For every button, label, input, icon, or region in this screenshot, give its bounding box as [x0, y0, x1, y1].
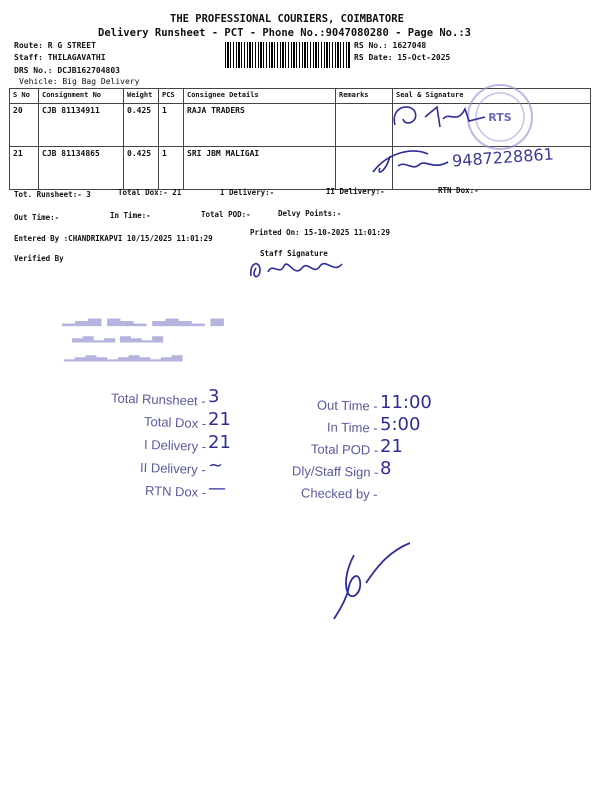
- handwritten-phone: 9487228861: [451, 144, 555, 171]
- delvy-points: Delvy Points:-: [278, 209, 342, 218]
- stamp-form-label: Total Runsheet -: [111, 390, 207, 409]
- stamp-form-label: II Delivery -: [140, 459, 207, 478]
- printed-on: Printed On: 15-10-2025 11:01:29: [250, 228, 390, 237]
- row-consignee: SRI JBM MALIGAI: [184, 147, 336, 190]
- faded-stamp: ▁▂▃ ▃▂▁ ▂▃▂▁ ▃: [62, 307, 224, 327]
- route-label: Route: R G STREET: [14, 41, 96, 50]
- company-name: THE PROFESSIONAL COURIERS, COIMBATORE: [170, 13, 404, 25]
- row-sno: 20: [10, 104, 39, 147]
- in-time: In Time:-: [110, 211, 151, 220]
- checked-by-signature: [326, 535, 436, 625]
- signature-row-2: [368, 142, 458, 182]
- tot-runsheet: Tot. Runsheet:- 3: [14, 190, 91, 199]
- verified-by: Verified By: [14, 254, 64, 263]
- stamp-form-label: I Delivery -: [143, 436, 207, 455]
- stamp-form-label: Checked by -: [301, 485, 379, 502]
- faded-stamp-line: ▂▃▁▂ ▃▂▁▃: [72, 327, 164, 343]
- row-pcs: 1: [159, 147, 184, 190]
- column-header: PCS: [159, 89, 184, 104]
- row-consignment: CJB 81134865: [39, 147, 124, 190]
- stamp-form-value: 21: [380, 436, 403, 457]
- row-remarks: [336, 104, 393, 147]
- stamp-form-label: Dly/Staff Sign -: [291, 463, 379, 480]
- out-time: Out Time:-: [14, 213, 60, 222]
- row-weight: 0.425: [124, 147, 159, 190]
- stamp-form-value: ~: [208, 455, 224, 476]
- rs-date: RS Date: 15-Oct-2025: [354, 53, 451, 62]
- faded-stamp-line: ▁▂▃▂▁▂▃▂▁▂▃: [64, 346, 183, 362]
- runsheet-title: Delivery Runsheet - PCT - Phone No.:9047080280 - Page No.:3: [98, 27, 471, 39]
- stamp-form-value: 5:00: [380, 414, 421, 435]
- vehicle-label: Vehicle: Big Bag Delivery: [19, 77, 140, 86]
- total-dox: Total Dox:- 21: [118, 188, 182, 197]
- column-header: S No: [10, 89, 39, 104]
- stamp-form-label: RTN Dox -: [144, 482, 207, 501]
- staff-label: Staff: THILAGAVATHI: [14, 53, 106, 62]
- row-consignee: RAJA TRADERS: [184, 104, 336, 147]
- seal-text: RTS: [488, 111, 512, 124]
- ii-delivery: II Delivery:-: [326, 187, 385, 196]
- stamp-form-label: In Time -: [327, 419, 379, 436]
- stamp-form-value: 11:00: [380, 392, 432, 413]
- i-delivery: I Delivery:-: [220, 188, 275, 197]
- barcode: [225, 42, 350, 68]
- stamp-form-label: Total POD -: [310, 441, 379, 458]
- row-sno: 21: [10, 147, 39, 190]
- column-header: Consignee Details: [184, 89, 336, 104]
- stamp-form-value: 8: [380, 458, 392, 479]
- row-consignment: CJB 81134911: [39, 104, 124, 147]
- rtn-dox: RTN Dox:-: [438, 186, 479, 195]
- stamp-form-label: Total Dox -: [143, 413, 207, 432]
- staff-signature: [246, 254, 356, 284]
- signature-row-1: [385, 97, 495, 137]
- rs-number: RS No.: 1627048: [354, 41, 427, 50]
- column-header: Weight: [124, 89, 159, 104]
- stamp-form-value: 21: [208, 432, 231, 453]
- row-pcs: 1: [159, 104, 184, 147]
- drs-number: DRS No.: DCJB162704803: [14, 66, 120, 75]
- column-header: Remarks: [336, 89, 393, 104]
- column-header: Consignment No: [39, 89, 124, 104]
- stamp-form-label: Out Time -: [317, 397, 379, 414]
- stamp-form-value: 21: [208, 409, 231, 430]
- row-weight: 0.425: [124, 104, 159, 147]
- entered-by: Entered By :CHANDRIKAPVI 10/15/2025 11:01:29: [14, 234, 213, 243]
- total-pod: Total POD:-: [201, 210, 251, 219]
- staff-signature-label: Staff Signature: [260, 249, 328, 258]
- column-header: Seal & Signature: [393, 89, 591, 104]
- stamp-form-value: —: [208, 478, 226, 499]
- stamp-form-value: 3: [208, 386, 220, 407]
